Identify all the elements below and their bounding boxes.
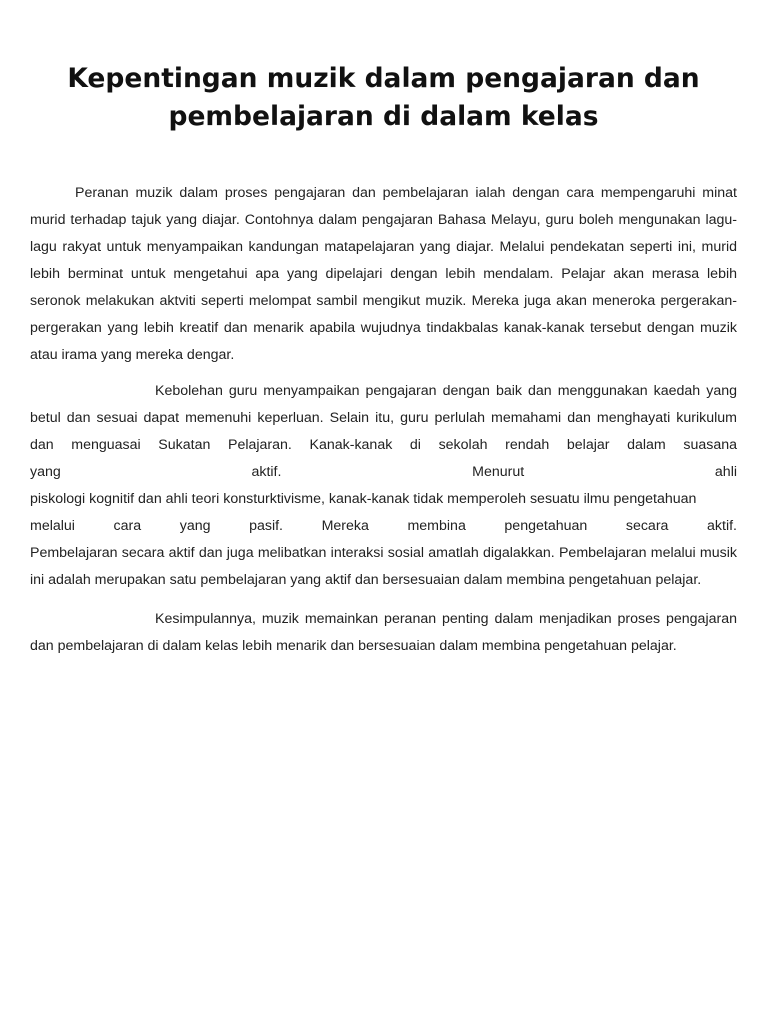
document-title: Kepentingan muzik dalam pengajaran dan pembelajaran di dalam kelas <box>67 63 700 132</box>
paragraph-text-segment: Kebolehan guru menyampaikan pengajaran dengan baik dan menggunakan kaedah yang betul dan sesuai dapat memenuhi keperluan. Selain itu, guru perlulah memahami dan menghayati kurikulum dan menguasai Sukatan Pelajaran. Kanak-kanak di sekolah rendah belajar dalam suasana <box>30 383 737 453</box>
paragraph-teaching-ability <box>30 378 737 594</box>
paragraph-text-segment: yang aktif. Menurut ahli <box>30 464 737 480</box>
paragraph-introduction: Peranan muzik dalam proses pengajaran dan pembelajaran ialah dengan cara mempengaruhi minat murid terhadap tajuk yang diajar. Contohnya dalam pengajaran Bahasa Melayu, guru boleh mengunakan lagu-lagu rakyat untuk menyampaikan kandungan matapelajaran yang diajar. Melalui pendekatan seperti ini, murid lebih berminat untuk mengetahui apa yang dipelajari dengan lebih mendalam. Pelajar akan merasa lebih seronok melakukan aktviti seperti melompat sambil mengikut muzik. Mereka juga akan meneroka pergerakan-pergerakan yang lebih kreatif dan menarik apabila wujudnya tindakbalas kanak-kanak tersebut dengan muzik atau irama yang mereka dengar. <box>30 185 737 363</box>
paragraph-text-segment: Pembelajaran secara aktif dan juga melibatkan interaksi sosial amatlah digalakkan. Pembelajaran melalui musik ini adalah merupakan satu pembelajaran yang aktif dan bersesuaian dalam membina pengetahuan pelajar. <box>30 545 737 588</box>
paragraph-text-segment: melalui cara yang pasif. Mereka membina pengetahuan secara aktif. <box>30 518 737 534</box>
document-body <box>30 180 737 660</box>
paragraph-text-segment: piskologi kognitif dan ahli teori konsturktivisme, kanak-kanak tidak memperoleh sesuatu ilmu pengetahuan <box>30 491 697 507</box>
document-page <box>30 60 737 669</box>
paragraph-conclusion: Kesimpulannya, muzik memainkan peranan penting dalam menjadikan proses pengajaran dan pembelajaran di dalam kelas lebih menarik dan bersesuaian dalam membina pengetahuan pelajar. <box>30 611 737 654</box>
